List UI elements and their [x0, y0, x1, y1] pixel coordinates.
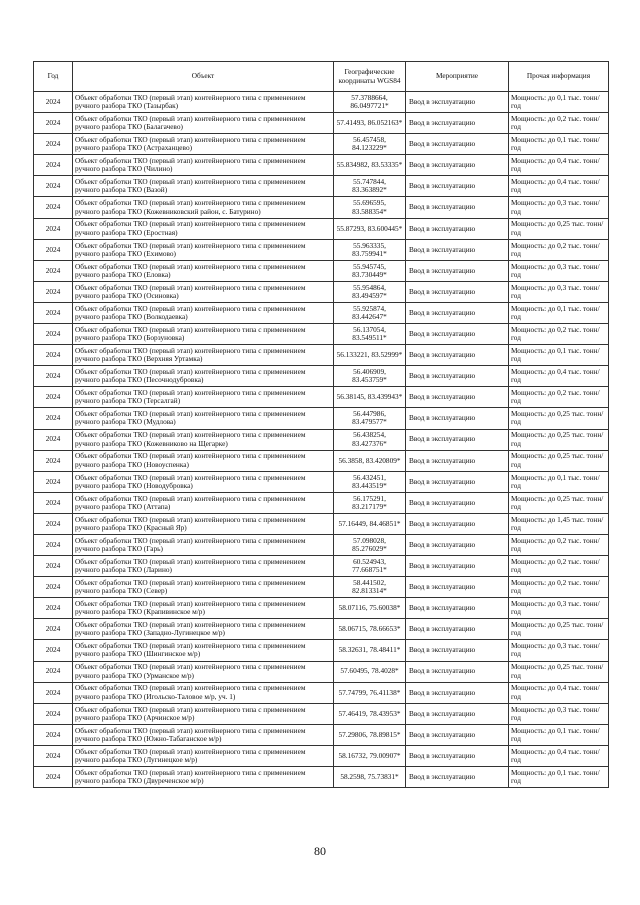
cell-activity: Ввод в эксплуатацию — [406, 387, 509, 408]
cell-other-info: Мощность: до 0,3 тыс. тонн/ год — [509, 260, 609, 281]
table-row — [34, 134, 609, 155]
cell-object: Объект обработки ТКО (первый этап) контейнерного типа с применением ручного разбора ТКО (Балагачево) — [73, 113, 334, 134]
header-row — [34, 62, 609, 92]
cell-coordinates: 57.29806, 78.89815* — [334, 724, 406, 745]
table-row — [34, 471, 609, 492]
cell-coordinates: 56.3858, 83.420809* — [334, 450, 406, 471]
table-row — [34, 556, 609, 577]
cell-year: 2024 — [34, 324, 73, 345]
table-row — [34, 197, 609, 218]
cell-coordinates: 57.41493, 86.052163* — [334, 113, 406, 134]
cell-other-info: Мощность: до 0,1 тыс. тонн/ год — [509, 134, 609, 155]
cell-activity: Ввод в эксплуатацию — [406, 745, 509, 766]
cell-coordinates: 56.447986, 83.479577* — [334, 408, 406, 429]
cell-other-info: Мощность: до 0,2 тыс. тонн/ год — [509, 387, 609, 408]
cell-object: Объект обработки ТКО (первый этап) контейнерного типа с применением ручного разбора ТКО (Южно-Табаганское м/р) — [73, 724, 334, 745]
table-row — [34, 534, 609, 555]
cell-year: 2024 — [34, 408, 73, 429]
table-row — [34, 450, 609, 471]
cell-object: Объект обработки ТКО (первый этап) контейнерного типа с применением ручного разбора ТКО (Ехимово) — [73, 239, 334, 260]
cell-year: 2024 — [34, 640, 73, 661]
cell-other-info: Мощность: до 0,2 тыс. тонн/ год — [509, 577, 609, 598]
header-object: Объект — [73, 62, 334, 92]
cell-year: 2024 — [34, 619, 73, 640]
table-row — [34, 429, 609, 450]
cell-year: 2024 — [34, 302, 73, 323]
cell-activity: Ввод в эксплуатацию — [406, 724, 509, 745]
header-activity: Мероприятие — [406, 62, 509, 92]
cell-coordinates: 58.441502, 82.813314* — [334, 577, 406, 598]
table-row — [34, 260, 609, 281]
cell-coordinates: 57.098028, 85.276029* — [334, 534, 406, 555]
cell-other-info: Мощность: до 0,2 тыс. тонн/ год — [509, 534, 609, 555]
cell-coordinates: 58.06715, 78.66653* — [334, 619, 406, 640]
cell-other-info: Мощность: до 0,2 тыс. тонн/ год — [509, 113, 609, 134]
cell-year: 2024 — [34, 767, 73, 788]
cell-activity: Ввод в эксплуатацию — [406, 619, 509, 640]
cell-other-info: Мощность: до 0,25 тыс. тонн/ год — [509, 429, 609, 450]
cell-object: Объект обработки ТКО (первый этап) контейнерного типа с применением ручного разбора ТКО (Еростная) — [73, 218, 334, 239]
table-row — [34, 767, 609, 788]
cell-activity: Ввод в эксплуатацию — [406, 598, 509, 619]
cell-other-info: Мощность: до 0,2 тыс. тонн/ год — [509, 324, 609, 345]
cell-object: Объект обработки ТКО (первый этап) контейнерного типа с применением ручного разбора ТКО (Крапивинское м/р) — [73, 598, 334, 619]
cell-object: Объект обработки ТКО (первый этап) контейнерного типа с применением ручного разбора ТКО (Красный Яр) — [73, 513, 334, 534]
cell-year: 2024 — [34, 556, 73, 577]
cell-coordinates: 56.133221, 83.52999* — [334, 345, 406, 366]
cell-other-info: Мощность: до 0,4 тыс. тонн/ год — [509, 176, 609, 197]
facilities-table — [33, 61, 609, 788]
cell-activity: Ввод в эксплуатацию — [406, 556, 509, 577]
table-row — [34, 745, 609, 766]
cell-other-info: Мощность: до 0,4 тыс. тонн/ год — [509, 155, 609, 176]
cell-activity: Ввод в эксплуатацию — [406, 450, 509, 471]
cell-year: 2024 — [34, 682, 73, 703]
cell-activity: Ввод в эксплуатацию — [406, 176, 509, 197]
cell-coordinates: 57.16449, 84.46851* — [334, 513, 406, 534]
cell-other-info: Мощность: до 0,1 тыс. тонн/ год — [509, 471, 609, 492]
table-row — [34, 577, 609, 598]
cell-other-info: Мощность: до 0,3 тыс. тонн/ год — [509, 703, 609, 724]
table-row — [34, 302, 609, 323]
table-body — [34, 92, 609, 788]
table-row — [34, 619, 609, 640]
cell-year: 2024 — [34, 260, 73, 281]
cell-coordinates: 56.457458, 84.123229* — [334, 134, 406, 155]
table-row — [34, 345, 609, 366]
cell-activity: Ввод в эксплуатацию — [406, 682, 509, 703]
cell-year: 2024 — [34, 429, 73, 450]
cell-other-info: Мощность: до 0,25 тыс. тонн/ год — [509, 218, 609, 239]
cell-other-info: Мощность: до 0,4 тыс. тонн/ год — [509, 682, 609, 703]
table-row — [34, 281, 609, 302]
cell-activity: Ввод в эксплуатацию — [406, 239, 509, 260]
cell-year: 2024 — [34, 218, 73, 239]
header-coordinates: Географические координаты WGS84 — [334, 62, 406, 92]
cell-other-info: Мощность: до 0,25 тыс. тонн/ год — [509, 492, 609, 513]
cell-year: 2024 — [34, 724, 73, 745]
cell-object: Объект обработки ТКО (первый этап) контейнерного типа с применением ручного разбора ТКО (Двуреченское м/р) — [73, 767, 334, 788]
cell-year: 2024 — [34, 450, 73, 471]
cell-coordinates: 57.3788664, 86.0497721* — [334, 92, 406, 113]
cell-object: Объект обработки ТКО (первый этап) контейнерного типа с применением ручного разбора ТКО (Лугинецкое м/р) — [73, 745, 334, 766]
cell-year: 2024 — [34, 577, 73, 598]
cell-coordinates: 55.747844, 83.363892* — [334, 176, 406, 197]
cell-coordinates: 58.32631, 78.48411* — [334, 640, 406, 661]
cell-other-info: Мощность: до 0,1 тыс. тонн/ год — [509, 302, 609, 323]
page-number: 80 — [314, 844, 326, 858]
cell-year: 2024 — [34, 513, 73, 534]
cell-object: Объект обработки ТКО (первый этап) контейнерного типа с применением ручного разбора ТКО (Арчинское м/р) — [73, 703, 334, 724]
cell-year: 2024 — [34, 345, 73, 366]
cell-coordinates: 57.46419, 78.43953* — [334, 703, 406, 724]
cell-activity: Ввод в эксплуатацию — [406, 218, 509, 239]
cell-year: 2024 — [34, 366, 73, 387]
table-row — [34, 682, 609, 703]
cell-activity: Ввод в эксплуатацию — [406, 92, 509, 113]
cell-object: Объект обработки ТКО (первый этап) контейнерного типа с применением ручного разбора ТКО (Западно-Лугинецкое м/р) — [73, 619, 334, 640]
cell-other-info: Мощность: до 1,45 тыс. тонн/ год — [509, 513, 609, 534]
table-row — [34, 366, 609, 387]
cell-activity: Ввод в эксплуатацию — [406, 492, 509, 513]
cell-activity: Ввод в эксплуатацию — [406, 260, 509, 281]
cell-activity: Ввод в эксплуатацию — [406, 345, 509, 366]
cell-coordinates: 58.16732, 79.00907* — [334, 745, 406, 766]
cell-activity: Ввод в эксплуатацию — [406, 640, 509, 661]
cell-coordinates: 55.954864, 83.494597* — [334, 281, 406, 302]
cell-coordinates: 60.524943, 77.668751* — [334, 556, 406, 577]
table-row — [34, 661, 609, 682]
cell-activity: Ввод в эксплуатацию — [406, 577, 509, 598]
table-row — [34, 640, 609, 661]
table-row — [34, 113, 609, 134]
cell-object: Объект обработки ТКО (первый этап) контейнерного типа с применением ручного разбора ТКО (Кожевниково на Щегарке) — [73, 429, 334, 450]
table-row — [34, 176, 609, 197]
cell-other-info: Мощность: до 0,2 тыс. тонн/ год — [509, 239, 609, 260]
table-row — [34, 513, 609, 534]
cell-coordinates: 57.60495, 78.4028* — [334, 661, 406, 682]
cell-year: 2024 — [34, 703, 73, 724]
cell-object: Объект обработки ТКО (первый этап) контейнерного типа с применением ручного разбора ТКО (Мудлова) — [73, 408, 334, 429]
cell-year: 2024 — [34, 745, 73, 766]
cell-activity: Ввод в эксплуатацию — [406, 471, 509, 492]
cell-other-info: Мощность: до 0,25 тыс. тонн/ год — [509, 661, 609, 682]
cell-object: Объект обработки ТКО (первый этап) контейнерного типа с применением ручного разбора ТКО (Тазырбак) — [73, 92, 334, 113]
cell-year: 2024 — [34, 176, 73, 197]
cell-activity: Ввод в эксплуатацию — [406, 513, 509, 534]
cell-activity: Ввод в эксплуатацию — [406, 534, 509, 555]
table-row — [34, 155, 609, 176]
cell-object: Объект обработки ТКО (первый этап) контейнерного типа с применением ручного разбора ТКО (Новодубровка) — [73, 471, 334, 492]
cell-coordinates: 56.406909, 83.453759* — [334, 366, 406, 387]
cell-coordinates: 55.945745, 83.730449* — [334, 260, 406, 281]
cell-year: 2024 — [34, 471, 73, 492]
table-row — [34, 598, 609, 619]
cell-object: Объект обработки ТКО (первый этап) контейнерного типа с применением ручного разбора ТКО (Вазой) — [73, 176, 334, 197]
cell-activity: Ввод в эксплуатацию — [406, 767, 509, 788]
header-other-info: Прочая информация — [509, 62, 609, 92]
cell-object: Объект обработки ТКО (первый этап) контейнерного типа с применением ручного разбора ТКО (Еловка) — [73, 260, 334, 281]
cell-other-info: Мощность: до 0,3 тыс. тонн/ год — [509, 281, 609, 302]
cell-year: 2024 — [34, 155, 73, 176]
table-row — [34, 703, 609, 724]
table-row — [34, 387, 609, 408]
cell-activity: Ввод в эксплуатацию — [406, 429, 509, 450]
cell-other-info: Мощность: до 0,2 тыс. тонн/ год — [509, 556, 609, 577]
cell-other-info: Мощность: до 0,1 тыс. тонн/ год — [509, 345, 609, 366]
cell-activity: Ввод в эксплуатацию — [406, 113, 509, 134]
cell-year: 2024 — [34, 492, 73, 513]
cell-object: Объект обработки ТКО (первый этап) контейнерного типа с применением ручного разбора ТКО (Астраханцево) — [73, 134, 334, 155]
cell-other-info: Мощность: до 0,25 тыс. тонн/ год — [509, 619, 609, 640]
cell-activity: Ввод в эксплуатацию — [406, 281, 509, 302]
cell-object: Объект обработки ТКО (первый этап) контейнерного типа с применением ручного разбора ТКО (Север) — [73, 577, 334, 598]
cell-object: Объект обработки ТКО (первый этап) контейнерного типа с применением ручного разбора ТКО (Урманское м/р) — [73, 661, 334, 682]
cell-object: Объект обработки ТКО (первый этап) контейнерного типа с применением ручного разбора ТКО (Борзуновка) — [73, 324, 334, 345]
cell-object: Объект обработки ТКО (первый этап) контейнерного типа с применением ручного разбора ТКО (Осиновка) — [73, 281, 334, 302]
cell-other-info: Мощность: до 0,3 тыс. тонн/ год — [509, 598, 609, 619]
cell-activity: Ввод в эксплуатацию — [406, 366, 509, 387]
cell-activity: Ввод в эксплуатацию — [406, 302, 509, 323]
cell-activity: Ввод в эксплуатацию — [406, 155, 509, 176]
cell-object: Объект обработки ТКО (первый этап) контейнерного типа с применением ручного разбора ТКО (Шингинское м/р) — [73, 640, 334, 661]
cell-coordinates: 55.925874, 83.442647* — [334, 302, 406, 323]
cell-coordinates: 56.175291, 83.217179* — [334, 492, 406, 513]
cell-coordinates: 55.696595, 83.588354* — [334, 197, 406, 218]
cell-coordinates: 55.834982, 83.53335* — [334, 155, 406, 176]
cell-coordinates: 57.74799, 76.41138* — [334, 682, 406, 703]
table-row — [34, 492, 609, 513]
cell-object: Объект обработки ТКО (первый этап) контейнерного типа с применением ручного разбора ТКО (Волкодаевка) — [73, 302, 334, 323]
cell-object: Объект обработки ТКО (первый этап) контейнерного типа с применением ручного разбора ТКО (Верхняя Уртамка) — [73, 345, 334, 366]
cell-activity: Ввод в эксплуатацию — [406, 408, 509, 429]
cell-other-info: Мощность: до 0,25 тыс. тонн/ год — [509, 408, 609, 429]
cell-object: Объект обработки ТКО (первый этап) контейнерного типа с применением ручного разбора ТКО (Чилино) — [73, 155, 334, 176]
cell-year: 2024 — [34, 197, 73, 218]
cell-activity: Ввод в эксплуатацию — [406, 661, 509, 682]
cell-other-info: Мощность: до 0,4 тыс. тонн/ год — [509, 745, 609, 766]
cell-year: 2024 — [34, 92, 73, 113]
cell-coordinates: 56.38145, 83.439943* — [334, 387, 406, 408]
cell-other-info: Мощность: до 0,3 тыс. тонн/ год — [509, 197, 609, 218]
cell-other-info: Мощность: до 0,1 тыс. тонн/ год — [509, 92, 609, 113]
cell-year: 2024 — [34, 281, 73, 302]
table-row — [34, 92, 609, 113]
cell-other-info: Мощность: до 0,1 тыс. тонн/ год — [509, 767, 609, 788]
cell-year: 2024 — [34, 534, 73, 555]
cell-coordinates: 55.87293, 83.600445* — [334, 218, 406, 239]
cell-object: Объект обработки ТКО (первый этап) контейнерного типа с применением ручного разбора ТКО (Песочнодубровка) — [73, 366, 334, 387]
cell-coordinates: 58.2598, 75.73831* — [334, 767, 406, 788]
cell-activity: Ввод в эксплуатацию — [406, 134, 509, 155]
header-year: Год — [34, 62, 73, 92]
cell-activity: Ввод в эксплуатацию — [406, 197, 509, 218]
table-row — [34, 218, 609, 239]
cell-other-info: Мощность: до 0,4 тыс. тонн/ год — [509, 366, 609, 387]
cell-activity: Ввод в эксплуатацию — [406, 324, 509, 345]
cell-coordinates: 56.432451, 83.443519* — [334, 471, 406, 492]
cell-year: 2024 — [34, 113, 73, 134]
cell-object: Объект обработки ТКО (первый этап) контейнерного типа с применением ручного разбора ТКО (Терсалгай) — [73, 387, 334, 408]
cell-coordinates: 55.963335, 83.759941* — [334, 239, 406, 260]
table-row — [34, 408, 609, 429]
table-row — [34, 239, 609, 260]
table-row — [34, 324, 609, 345]
cell-year: 2024 — [34, 598, 73, 619]
cell-object: Объект обработки ТКО (первый этап) контейнерного типа с применением ручного разбора ТКО (Игольско-Таловое м/р, уч. 1) — [73, 682, 334, 703]
cell-activity: Ввод в эксплуатацию — [406, 703, 509, 724]
cell-object: Объект обработки ТКО (первый этап) контейнерного типа с применением ручного разбора ТКО (Новоуспенка) — [73, 450, 334, 471]
table-row — [34, 724, 609, 745]
table-header — [34, 62, 609, 92]
cell-object: Объект обработки ТКО (первый этап) контейнерного типа с применением ручного разбора ТКО (Гарь) — [73, 534, 334, 555]
cell-year: 2024 — [34, 134, 73, 155]
cell-other-info: Мощность: до 0,1 тыс. тонн/ год — [509, 724, 609, 745]
cell-coordinates: 56.438254, 83.427376* — [334, 429, 406, 450]
cell-year: 2024 — [34, 239, 73, 260]
cell-coordinates: 56.137054, 83.549511* — [334, 324, 406, 345]
cell-other-info: Мощность: до 0,25 тыс. тонн/ год — [509, 450, 609, 471]
cell-object: Объект обработки ТКО (первый этап) контейнерного типа с применением ручного разбора ТКО (Ларино) — [73, 556, 334, 577]
cell-year: 2024 — [34, 661, 73, 682]
cell-coordinates: 58.07116, 75.60038* — [334, 598, 406, 619]
cell-object: Объект обработки ТКО (первый этап) контейнерного типа с применением ручного разбора ТКО (Кожевниковский район, с. Батурино) — [73, 197, 334, 218]
cell-year: 2024 — [34, 387, 73, 408]
cell-object: Объект обработки ТКО (первый этап) контейнерного типа с применением ручного разбора ТКО (Аттапа) — [73, 492, 334, 513]
cell-other-info: Мощность: до 0,3 тыс. тонн/ год — [509, 640, 609, 661]
